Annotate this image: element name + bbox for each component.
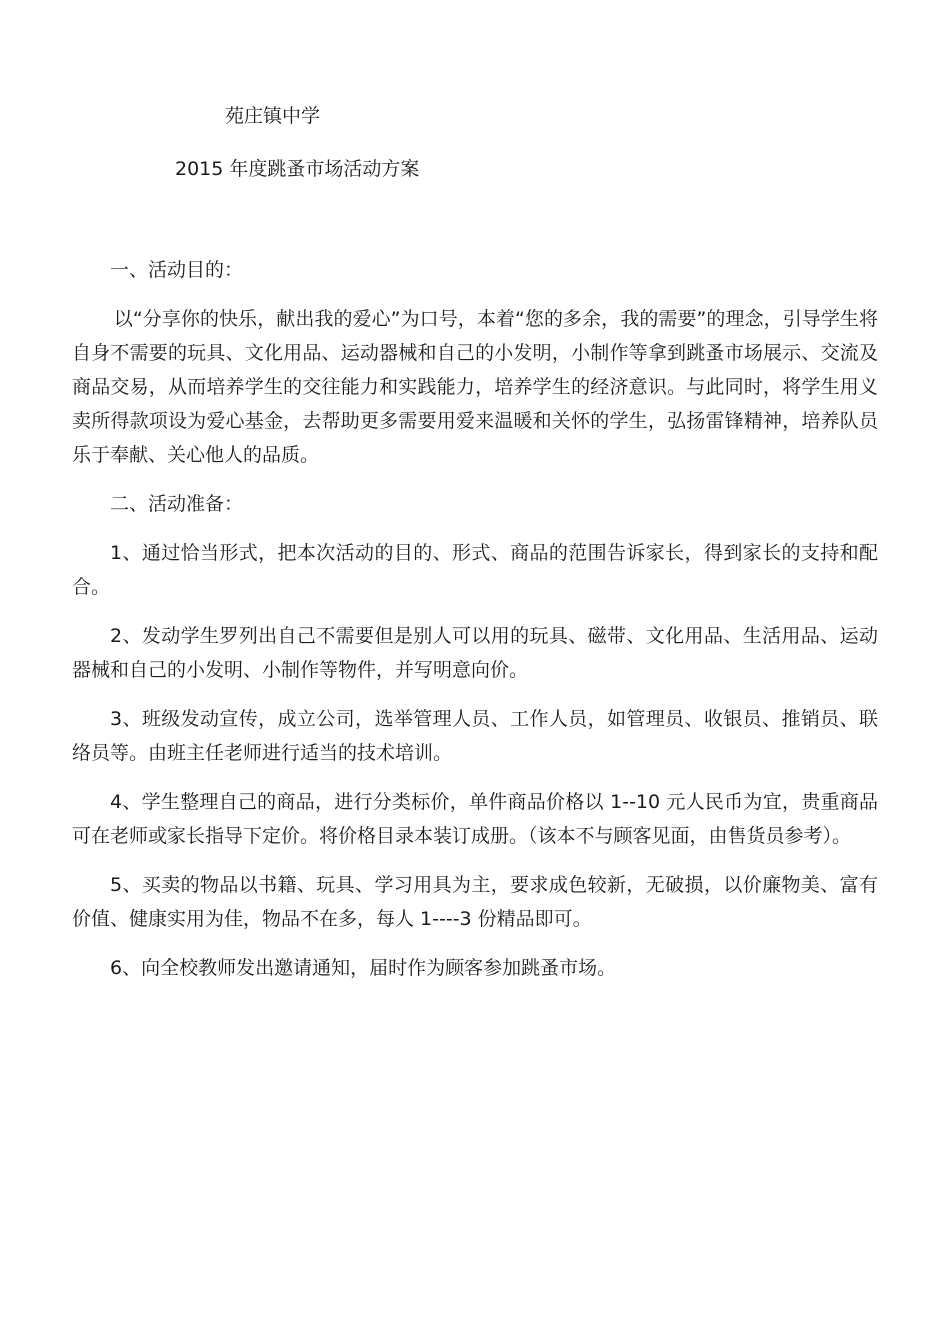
preparation-item-2: 2、发动学生罗列出自己不需要但是别人可以用的玩具、磁带、文化用品、生活用品、运动器械和自己的小发明、小制作等物件，并写明意向价。 [72,625,878,681]
school-name: 苑庄镇中学 [225,105,321,127]
preparation-item-6: 6、向全校教师发出邀请通知，届时作为顾客参加跳蚤市场。 [110,957,617,979]
document-body [72,253,878,1000]
preparation-item-5: 5、买卖的物品以书籍、玩具、学习用具为主，要求成色较新，无破损，以价廉物美、富有价值、健康实用为佳，物品不在多，每人 1----3 份精品即可。 [72,874,878,930]
purpose-paragraph: 以“分享你的快乐，献出我的爱心”为口号，本着“您的多余，我的需要”的理念，引导学生将自身不需要的玩具、文化用品、运动器械和自己的小发明，小制作等拿到跳蚤市场展示、交流及商品交易，从而培养学生的交往能力和实践能力，培养学生的经济意识。与此同时，将学生用义卖所得款项设为爱心基金，去帮助更多需要用爱来温暖和关怀的学生，弘扬雷锋精神，培养队员乐于奉献、关心他人的品质。 [72,308,878,466]
section-heading-preparation: 二、活动准备： [110,493,244,515]
preparation-item-3: 3、班级发动宣传，成立公司，选举管理人员、工作人员，如管理员、收银员、推销员、联络员等。由班主任老师进行适当的技术培训。 [72,708,878,764]
document-title: 2015 年度跳蚤市场活动方案 [175,158,420,180]
preparation-item-4: 4、学生整理自己的商品，进行分类标价，单件商品价格以 1--10 元人民币为宜，贵重商品可在老师或家长指导下定价。将价格目录本装订成册。（该本不与顾客见面，由售货员参考）。 [72,791,878,847]
section-heading-purpose: 一、活动目的： [110,259,244,281]
preparation-item-1: 1、通过恰当形式，把本次活动的目的、形式、商品的范围告诉家长，得到家长的支持和配合。 [72,542,878,598]
